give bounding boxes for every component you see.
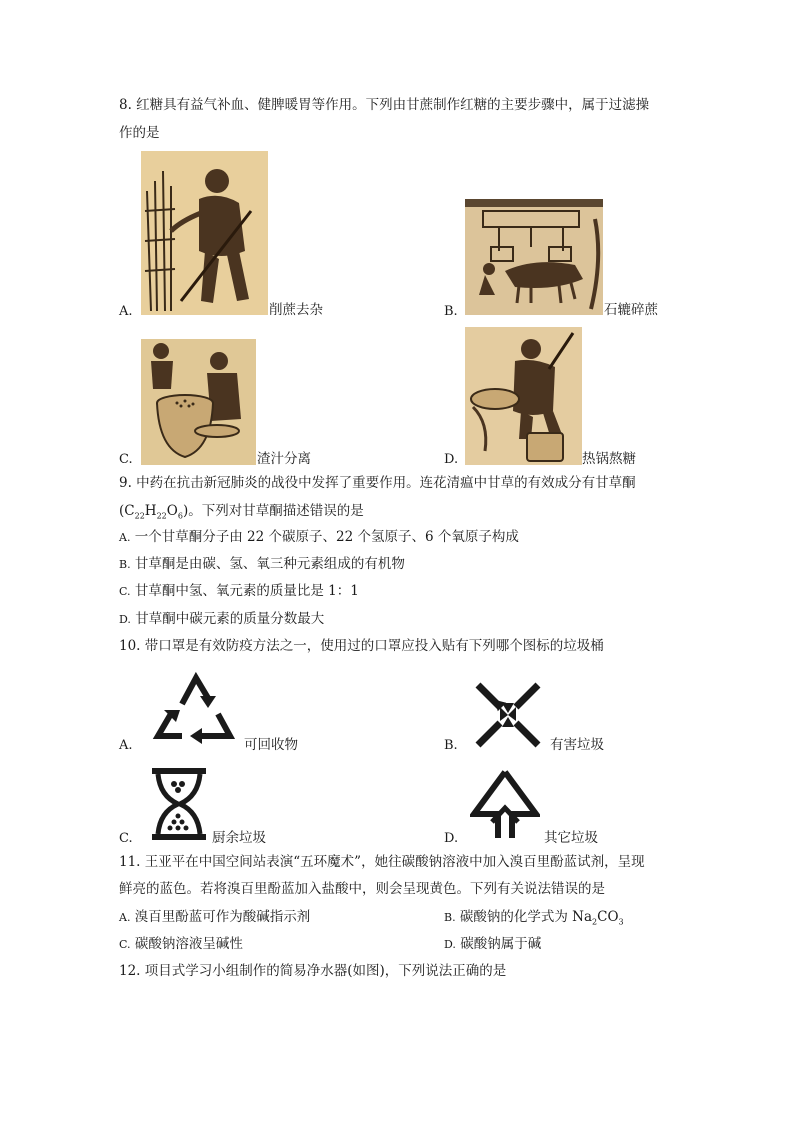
q10-option-d-caption: 其它垃圾 — [544, 830, 598, 846]
q10-option-d-letter: D. — [444, 831, 459, 846]
q12-stem: 12. 项目式学习小组制作的简易净水器(如图)，下列说法正确的是 — [119, 963, 507, 979]
q10-option-c-letter: C. — [119, 831, 133, 846]
q8-option-c-image — [141, 339, 256, 465]
q8-option-b-image — [465, 199, 603, 315]
other-waste-icon — [470, 768, 540, 842]
q10-stem: 10. 带口罩是有效防疫方法之一，使用过的口罩应投入贴有下列哪个图标的垃圾桶 — [119, 638, 604, 654]
q11-stem-line1: 11. 王亚平在中国空间站表演“五环魔术”，她往碳酸钠溶液中加入溴百里酚蓝试剂，呈现 — [119, 854, 645, 870]
q8-option-b-caption: 石辘碎蔗 — [604, 302, 658, 318]
q9-option-d: D. 甘草酮中碳元素的质量分数最大 — [119, 611, 325, 627]
q10-option-b-caption: 有害垃圾 — [550, 737, 604, 753]
q10-option-a-letter: A. — [119, 738, 133, 753]
q10-option-c-caption: 厨余垃圾 — [212, 830, 266, 846]
q8-option-a-letter: A. — [119, 304, 133, 319]
q11-option-d: D. 碳酸钠属于碱 — [444, 936, 542, 952]
q11-option-a: A. 溴百里酚蓝可作为酸碱指示剂 — [119, 909, 311, 925]
q9-option-b: B. 甘草酮是由碳、氢、氧三种元素组成的有机物 — [119, 556, 405, 572]
q11-option-b: B. 碳酸钠的化学式为 $Na_2CO_3$ — [444, 909, 624, 927]
q8-option-a-image — [141, 151, 268, 315]
q11-option-c: C. 碳酸钠溶液呈碱性 — [119, 936, 243, 952]
q9-option-c: C. 甘草酮中氢、氧元素的质量比是 1：1 — [119, 583, 359, 599]
q8-option-d-letter: D. — [444, 452, 459, 467]
q8-stem-line2: 作的是 — [119, 125, 160, 141]
q8-stem-line1: 8. 红糖具有益气补血、健脾暖胃等作用。下列由甘蔗制作红糖的主要步骤中，属于过滤操 — [119, 97, 650, 113]
q11-stem-line2: 鲜亮的蓝色。若将溴百里酚蓝加入盐酸中，则会呈现黄色。下列有关说法错误的是 — [119, 881, 605, 897]
q9-stem-line1: 9. 中药在抗击新冠肺炎的战役中发挥了重要作用。连花清瘟中甘草的有效成分有甘草酮 — [119, 475, 636, 491]
q8-option-c-caption: 渣汁分离 — [257, 451, 311, 467]
recycle-icon — [150, 666, 240, 748]
hazardous-waste-icon — [472, 681, 544, 749]
q8-option-a-caption: 削蔗去杂 — [269, 302, 323, 318]
q8-option-c-letter: C. — [119, 452, 133, 467]
q10-option-a-caption: 可回收物 — [244, 737, 298, 753]
q8-option-b-letter: B. — [444, 304, 458, 319]
q8-option-d-image — [465, 327, 582, 465]
q9-option-a: A. 一个甘草酮分子由 22 个碳原子、22 个氢原子、6 个氧原子构成 — [119, 529, 519, 545]
q10-option-b-letter: B. — [444, 738, 458, 753]
q9-stem-line2: $(C_{22}H_{22}O_6)$。下列对甘草酮描述错误的是 — [119, 503, 364, 521]
q8-option-d-caption: 热锅熬糖 — [582, 451, 636, 467]
kitchen-waste-icon — [150, 768, 208, 840]
